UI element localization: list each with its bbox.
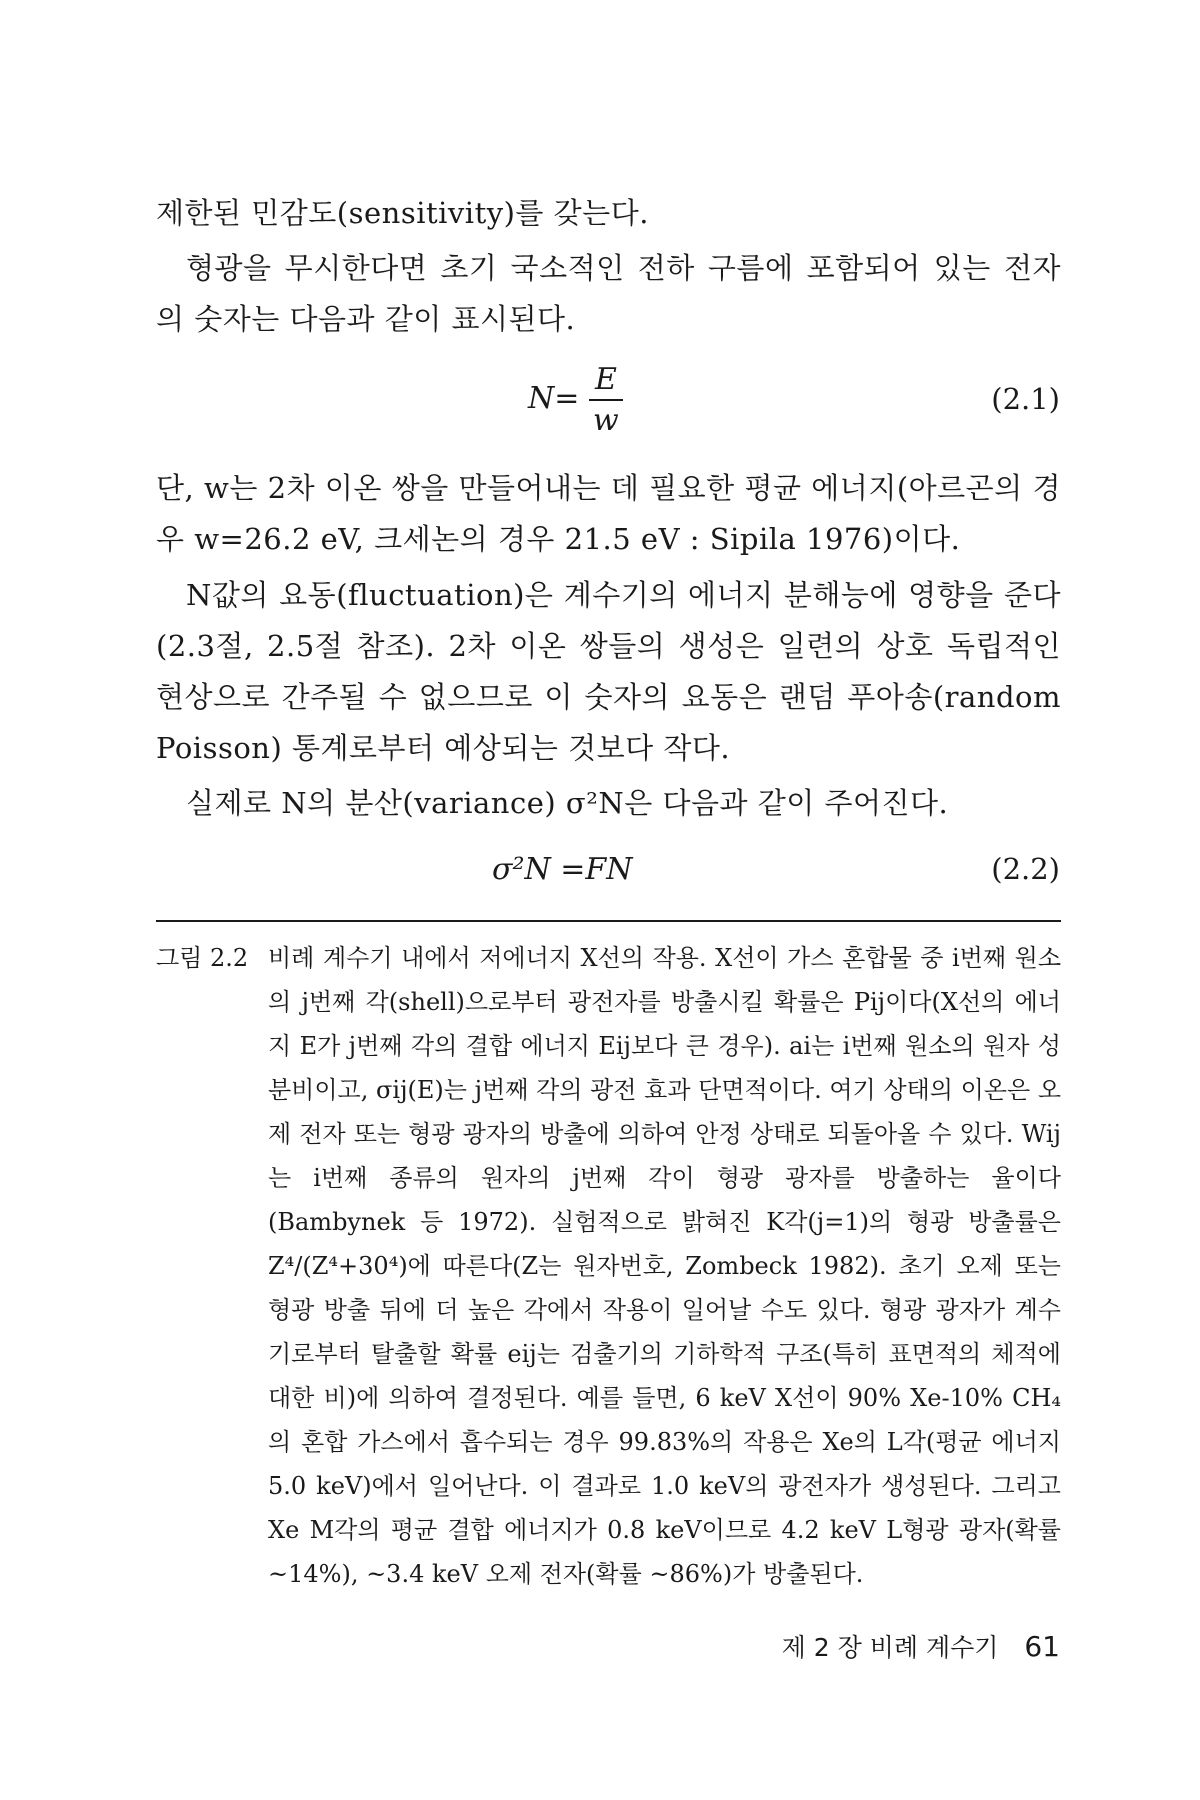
paragraph-5: 실제로 N의 분산(variance) σ²N은 다음과 같이 주어진다.: [186, 786, 949, 820]
equation-number: (2.2): [991, 852, 1060, 886]
equation-expression: σ²N =FN: [492, 852, 633, 887]
paragraph-4: N값의 요동(fluctuation)은 계수기의 에너지 분해능에 영향을 준다(2.3절, 2.5절 참조). 2차 이온 쌍들의 생성은 일련의 상호 독립적인 현상으로 간주될 수 없으므로 이 숫자의 요동은 랜덤 푸아송(random Poisson) 통계로부터 예상되는 것보다 작다.: [156, 578, 1061, 765]
fraction-denominator: w: [593, 403, 619, 438]
fraction: [589, 362, 623, 438]
equation-number: (2.1): [991, 382, 1060, 416]
equation-lhs: N=: [528, 381, 580, 416]
page-number: 61: [1024, 1630, 1060, 1663]
paragraph-2: 형광을 무시한다면 초기 국소적인 전하 구름에 포함되어 있는 전자의 숫자는 다음과 같이 표시된다.: [156, 251, 1061, 336]
paragraph-1: 제한된 민감도(sensitivity)를 갖는다.: [156, 196, 649, 230]
figure-label: 그림 2.2: [156, 944, 249, 972]
caption-divider: [156, 920, 1061, 922]
page-footer: [782, 1628, 1060, 1664]
paragraph-3: 단, w는 2차 이온 쌍을 만들어내는 데 필요한 평균 에너지(아르곤의 경우 w=26.2 eV, 크세논의 경우 21.5 eV : Sipila 1976)이다.: [156, 471, 1061, 556]
figure-caption: 비례 계수기 내에서 저에너지 X선의 작용. X선이 가스 혼합물 중 i번째 원소의 j번째 각(shell)으로부터 광전자를 방출시킬 확률은 Pij이다(X선의 에너지 E가 j번째 각의 결합 에너지 Eij보다 큰 경우). ai는 i번째 원소의 원자 성분비이고, σij(E)는 j번째 각의 광전 효과 단면적이다. 여기 상태의 이온은 오제 전자 또는 형광 광자의 방출에 의하여 안정 상태로 되돌아올 수 있다. Wij는 i번째 종류의 원자의 j번째 각이 형광 광자를 방출하는 율이다(Bambynek 등 1972). 실험적으로 밝혀진 K각(j=1)의 형광 방출률은 Z⁴/(Z⁴+30⁴)에 따른다(Z는 원자번호, Zombeck 1982). 초기 오제 또는 형광 방출 뒤에 더 높은 각에서 작용이 일어날 수도 있다. 형광 광자가 계수기로부터 탈출할 확률 eij는 검출기의 기하학적 구조(특히 표면적의 체적에 대한 비)에 의하여 결정된다. 예를 들면, 6 keV X선이 90% Xe-10% CH₄의 혼합 가스에서 흡수되는 경우 99.83%의 작용은 Xe의 L각(평균 에너지 5.0 keV)에서 일어난다. 이 결과로 1.0 keV의 광전자가 생성된다. 그리고 Xe M각의 평균 결합 에너지가 0.8 keV이므로 4.2 keV L형광 광자(확률 ~14%), ~3.4 keV 오제 전자(확률 ~86%)가 방출된다.: [268, 944, 1061, 1588]
chapter-title: 제 2 장 비례 계수기: [781, 1633, 999, 1662]
fraction-numerator: E: [589, 362, 623, 401]
